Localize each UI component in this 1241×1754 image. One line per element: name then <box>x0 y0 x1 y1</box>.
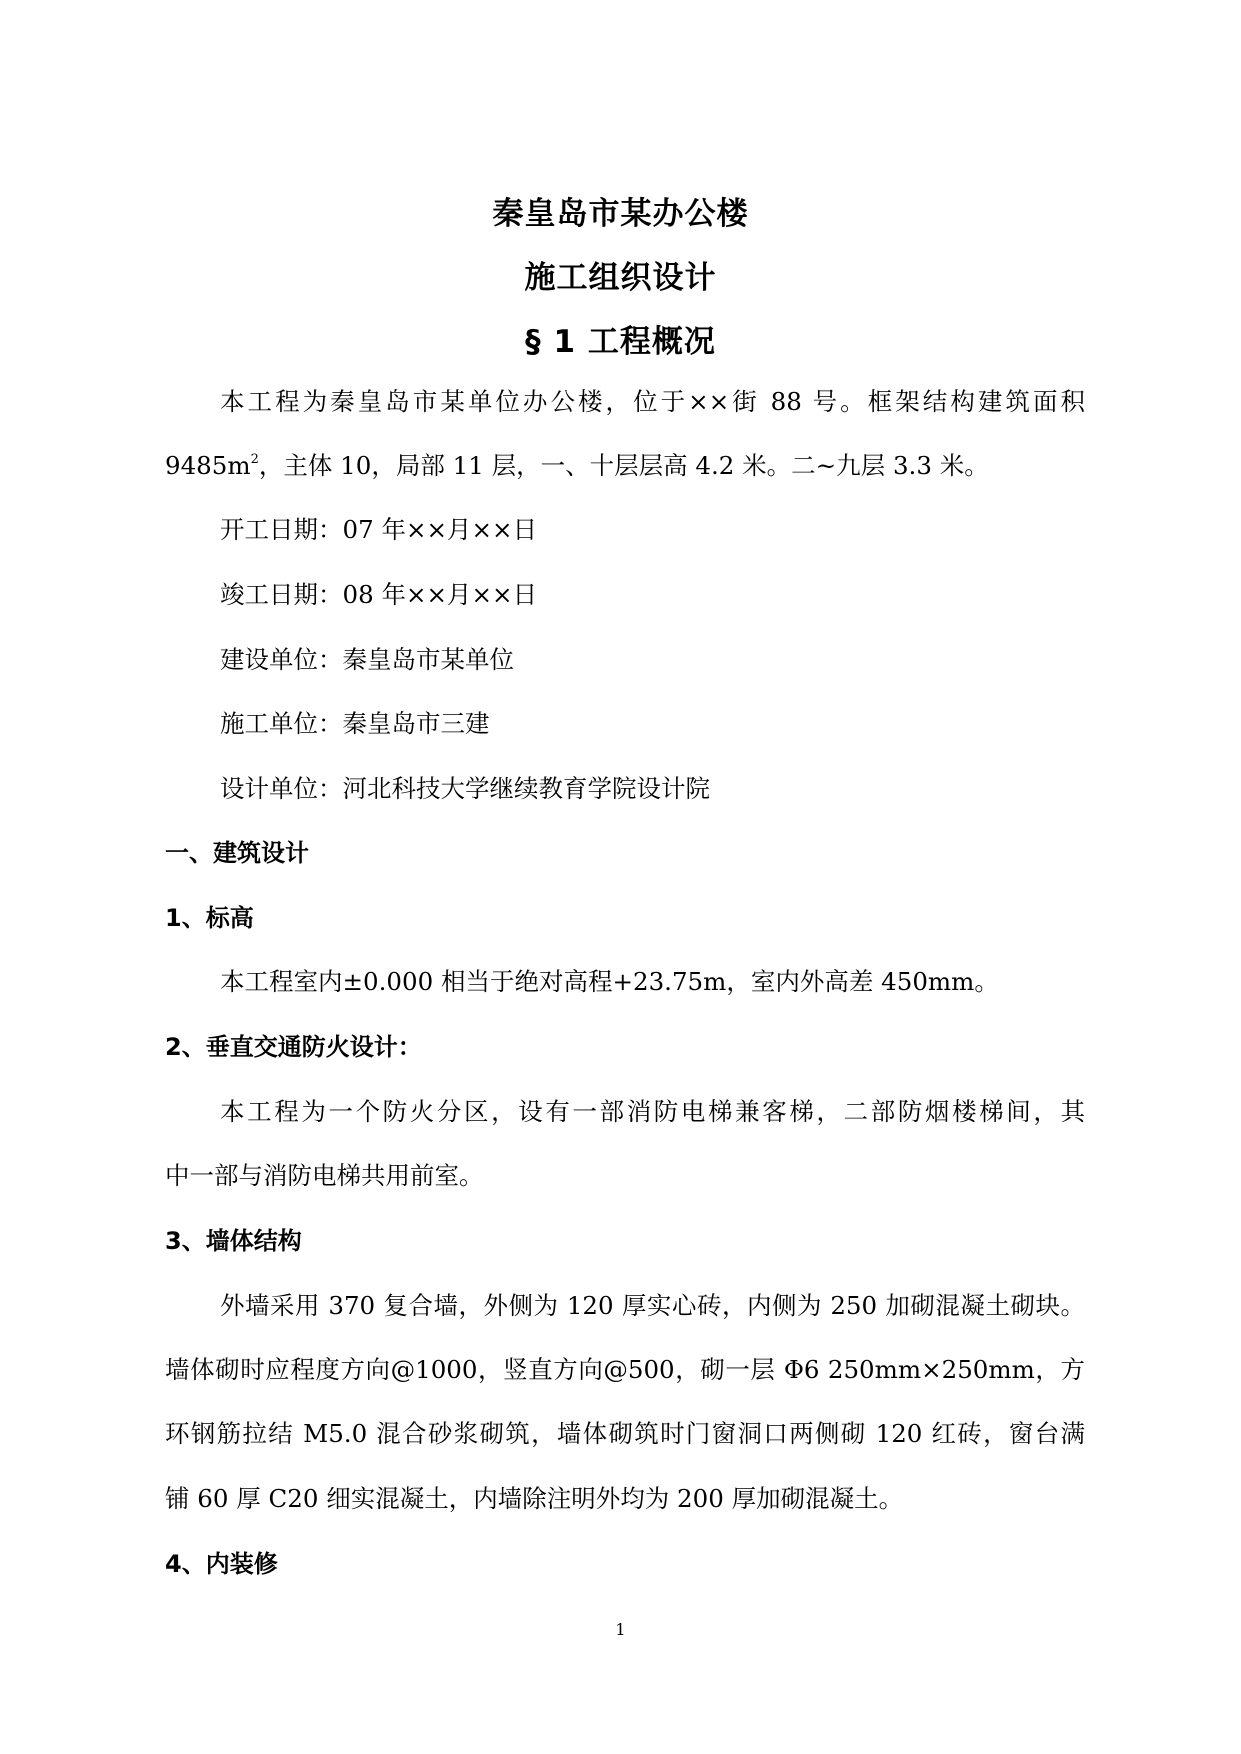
subsection-heading-elevation: 1、标高 <box>165 904 254 932</box>
wall-paragraph-line3: 环钢筋拉结 M5.0 混合砂浆砌筑，墙体砌筑时门窗洞口两侧砌 120 红砖，窗台满 <box>165 1419 1085 1448</box>
wall-paragraph-line1: 外墙采用 370 复合墙，外侧为 120 厚实心砖，内侧为 250 加砌混凝土砌块。 <box>220 1291 1085 1320</box>
design-unit: 设计单位：河北科技大学继续教育学院设计院 <box>220 774 710 803</box>
area-value: 9485m <box>165 451 251 480</box>
fire-paragraph-line1: 本工程为一个防火分区，设有一部消防电梯兼客梯，二部防烟楼梯间，其 <box>220 1097 1085 1126</box>
overview-paragraph-line2 <box>165 450 989 482</box>
start-date: 开工日期：07 年××月××日 <box>220 515 538 544</box>
overview-paragraph-line1: 本工程为秦皇岛市某单位办公楼，位于××街 88 号。框架结构建筑面积 <box>220 387 1085 416</box>
contractor-unit: 施工单位：秦皇岛市三建 <box>220 709 490 738</box>
subsection-heading-wall: 3、墙体结构 <box>165 1227 302 1255</box>
chapter-title: § 1 工程概况 <box>525 324 716 360</box>
overview-line2-rest: ，主体 10，局部 11 层，一、十层层高 4.2 米。二~九层 3.3 米。 <box>258 451 989 480</box>
document-title: 秦皇岛市某办公楼 <box>492 196 749 232</box>
subsection-heading-interior: 4、内装修 <box>165 1550 278 1578</box>
subsection-heading-fire: 2、垂直交通防火设计： <box>165 1033 422 1061</box>
page-number: 1 <box>615 1620 626 1639</box>
wall-paragraph-line4: 铺 60 厚 C20 细实混凝土，内墙除注明外均为 200 厚加砌混凝土。 <box>165 1484 904 1513</box>
area-superscript: 2 <box>250 452 259 467</box>
wall-paragraph-line2: 墙体砌时应程度方向@1000，竖直方向@500，砌一层 Φ6 250mm×250mm，方 <box>165 1355 1085 1384</box>
elevation-paragraph: 本工程室内±0.000 相当于绝对高程+23.75m，室内外高差 450mm。 <box>220 967 999 996</box>
end-date: 竣工日期：08 年××月××日 <box>220 580 538 609</box>
section-heading-architecture: 一、建筑设计 <box>165 839 309 867</box>
document-subtitle: 施工组织设计 <box>524 260 717 296</box>
owner-unit: 建设单位：秦皇岛市某单位 <box>220 645 514 674</box>
fire-paragraph-line2: 中一部与消防电梯共用前室。 <box>165 1161 484 1190</box>
